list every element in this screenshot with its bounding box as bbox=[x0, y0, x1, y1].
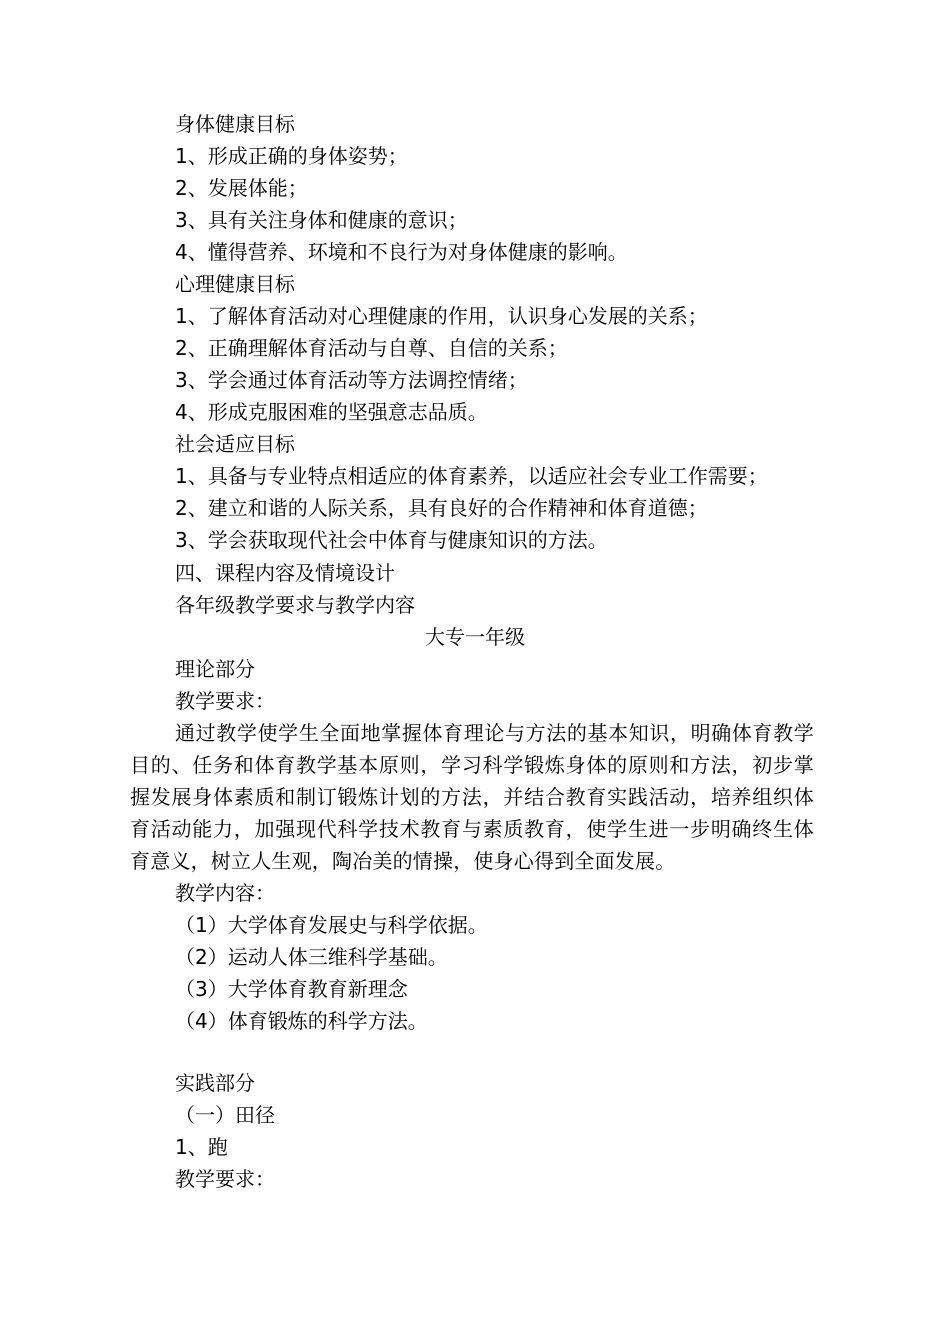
social-adaptation-heading: 社会适应目标 bbox=[175, 432, 295, 456]
physical-goal-item: 2、发展体能； bbox=[175, 176, 308, 200]
social-goal-item: 2、建立和谐的人际关系，具有良好的合作精神和体育道德； bbox=[175, 496, 708, 520]
theory-content-label: 教学内容： bbox=[175, 881, 275, 905]
theory-content-item: （2）运动人体三维科学基础。 bbox=[175, 945, 448, 969]
theory-heading: 理论部分 bbox=[175, 657, 255, 681]
practice-item: 1、跑 bbox=[175, 1135, 228, 1159]
mental-goal-item: 1、了解体育活动对心理健康的作用，认识身心发展的关系； bbox=[175, 304, 708, 328]
mental-health-heading: 心理健康目标 bbox=[175, 272, 295, 296]
grade-heading: 大专一年级 bbox=[425, 625, 525, 649]
social-goal-item: 3、学会获取现代社会中体育与健康知识的方法。 bbox=[175, 528, 608, 552]
physical-goal-item: 4、懂得营养、环境和不良行为对身体健康的影响。 bbox=[175, 240, 628, 264]
section-title: 四、课程内容及情境设计 bbox=[175, 561, 395, 585]
mental-goal-item: 2、正确理解体育活动与自尊、自信的关系； bbox=[175, 336, 568, 360]
theory-content-item: （3）大学体育教育新理念 bbox=[175, 977, 408, 1001]
practice-requirements-label: 教学要求： bbox=[175, 1167, 275, 1191]
physical-health-heading: 身体健康目标 bbox=[175, 112, 295, 136]
practice-subsection: （一）田径 bbox=[175, 1103, 275, 1127]
theory-requirements-text: 通过教学使学生全面地掌握体育理论与方法的基本知识，明确体育教学目的、任务和体育教学基本原则，学习科学锻炼身体的原则和方法，初步掌握发展身体素质和制订锻炼计划的方法，并结合教育实践活动，培养组织体育活动能力，加强现代科学技术教育与素质教育，使学生进一步明确终生体育意义，树立人生观，陶冶美的情操，使身心得到全面发展。 bbox=[130, 721, 814, 873]
mental-goal-item: 3、学会通过体育活动等方法调控情绪； bbox=[175, 368, 528, 392]
section-subtitle: 各年级教学要求与教学内容 bbox=[175, 593, 415, 617]
theory-content-item: （1）大学体育发展史与科学依据。 bbox=[175, 913, 488, 937]
physical-goal-item: 3、具有关注身体和健康的意识； bbox=[175, 208, 468, 232]
mental-goal-item: 4、形成克服困难的坚强意志品质。 bbox=[175, 400, 488, 424]
theory-content-item: （4）体育锻炼的科学方法。 bbox=[175, 1009, 428, 1033]
practice-heading: 实践部分 bbox=[175, 1071, 255, 1095]
theory-requirements-label: 教学要求： bbox=[175, 689, 275, 713]
social-goal-item: 1、具备与专业特点相适应的体育素养，以适应社会专业工作需要； bbox=[175, 464, 768, 488]
physical-goal-item: 1、形成正确的身体姿势； bbox=[175, 144, 408, 168]
